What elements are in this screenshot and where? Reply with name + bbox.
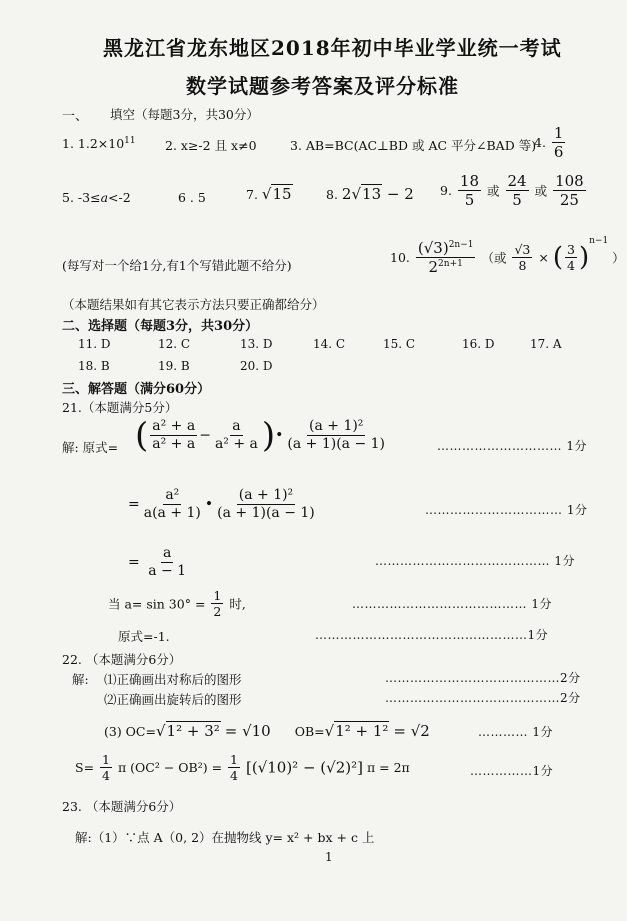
q21-step1: ( $\frac{\text{a² + a}}{\text{a² + a}}$ − $\frac{a}{\text{a² + a}}$ )• $\frac{\text{(a + 1)²}}{(a + 1)(a - 1)}$ xyxy=(135,415,386,456)
section2-header: 二、选择题（每题3分，共30分） xyxy=(62,319,259,334)
question-22-header: 22. （本题满分6分） xyxy=(62,652,182,667)
result-remark: （本题结果如有其它表示方法只要正确都给分） xyxy=(62,297,325,312)
answer-10: 10. $\frac{(√3)^{2n-1}}{2^{2n+1}}$ （或 $\frac{√3}{8}$ × ( $\frac{3}{4}$ )$^{n-1}$ ） xyxy=(390,236,625,276)
choice-12: 12. C xyxy=(158,337,191,351)
score-line-5: ……………………………………………1分 xyxy=(315,628,549,642)
q22-part1: ⑴正确画出对称后的图形 xyxy=(104,672,242,687)
title-line-1: 黑龙江省龙东地区2018年初中毕业学业统一考试 xyxy=(103,36,562,60)
choice-14: 14. C xyxy=(313,337,346,351)
score-line-8: ………… 1分 xyxy=(478,725,553,739)
score-line-9: ……………1分 xyxy=(470,764,554,778)
answer-7: 7. √15 xyxy=(246,185,292,203)
q22-part2: ⑵正确画出旋转后的图形 xyxy=(104,692,242,707)
answer-1: 1. $1.2\times 10^{11}$ xyxy=(62,136,136,152)
section1-number: 一、 xyxy=(62,109,89,124)
answer-9: 9. $\frac{18}{5}$ 或 $\frac{24}{5}$ 或 $\frac{108}{25}$ xyxy=(440,172,584,209)
score-line-3: …………………………………… 1分 xyxy=(375,554,575,568)
question-23-header: 23. （本题满分6分） xyxy=(62,799,182,814)
score-line-1: ………………………… 1分 xyxy=(437,439,587,453)
choice-15: 15. C xyxy=(383,337,416,351)
choice-16: 16. D xyxy=(462,337,495,351)
question-21-header: 21.（本题满分5分） xyxy=(62,400,178,415)
choice-13: 13. D xyxy=(240,337,273,351)
score-line-4: …………………………………… 1分 xyxy=(352,597,552,611)
q21-step3: = $\frac{a}{a - 1}$ xyxy=(128,545,187,579)
answer-2: 2. x≥-2 且 x≠0 xyxy=(165,138,257,153)
section3-header: 三、解答题（满分60分） xyxy=(62,382,211,397)
score-line-6: ……………………………………2分 xyxy=(385,671,581,685)
q23-part1: 解:（1）∵点 A（0, 2）在抛物线 y= x² + bx + c 上 xyxy=(75,830,375,845)
score-line-7: ……………………………………2分 xyxy=(385,691,581,705)
scoring-note: (每写对一个给1分,有1个写错此题不给分) xyxy=(62,258,292,273)
q22-jie: 解: xyxy=(72,672,89,687)
answer-3: 3. AB=BC(AC⊥BD 或 AC 平分∠BAD 等) xyxy=(290,138,537,153)
q21-step2: = $\frac{\text{a²}}{a(a + 1)}$ • $\frac{\text{(a + 1)²}}{(a + 1)(a - 1)}$ xyxy=(128,487,315,521)
page-number: 1 xyxy=(325,850,333,864)
q21-jie: 解: 原式= xyxy=(62,440,119,455)
q22-area: S= $\frac{1}{4}$ π (OC² − OB²) = $\frac{1}{4}$ [(√10)² − (√2)²] π = 2π xyxy=(75,752,410,783)
choice-18: 18. B xyxy=(78,359,110,373)
section1-header: 填空（每题3分，共30分） xyxy=(110,107,259,122)
q21-result: 原式=-1. xyxy=(118,629,170,644)
answer-8: 8. 2√13 − 2 xyxy=(326,185,414,203)
q22-part3: (3) OC=√1² + 3² = √10 OB=√1² + 1² = √2 xyxy=(104,722,430,740)
score-line-2: …………………………… 1分 xyxy=(425,503,588,517)
choice-17: 17. A xyxy=(530,337,562,351)
title-line-2: 数学试题参考答案及评分标准 xyxy=(186,74,459,98)
answer-4: 4. $\frac{1}{6}$ xyxy=(534,124,564,161)
q21-when: 当 a= sin 30° = $\frac{1}{2}$ 时, xyxy=(108,588,246,619)
answer-5: 5. -3≤a<-2 xyxy=(62,190,131,205)
answer-6: 6 . 5 xyxy=(178,190,206,205)
choice-11: 11. D xyxy=(78,337,111,351)
choice-20: 20. D xyxy=(240,359,273,373)
choice-19: 19. B xyxy=(158,359,190,373)
